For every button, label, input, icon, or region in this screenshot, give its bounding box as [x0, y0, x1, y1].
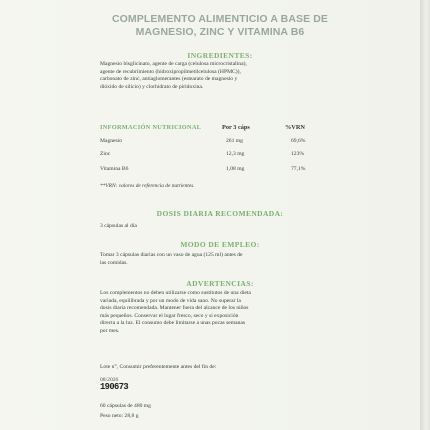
modo-text [100, 252, 332, 267]
nutrition-vrn-header: %VRN [285, 124, 305, 131]
batch-date-code: 08/2026 [100, 377, 119, 383]
nutrient-vrn: 69,6% [291, 138, 306, 144]
dosis-heading: DOSIS DIARIA RECOMENDADA: [156, 209, 284, 218]
dosis-text: 3 cápsulas al día [100, 223, 137, 229]
nutrient-amount: 261 mg [226, 138, 243, 144]
nutrient-name: Vitamina B6 [100, 166, 129, 172]
vrn-footnote: **VRN: valores de referencia de nutrientes. [100, 183, 195, 189]
nutrient-vrn: 123% [291, 151, 305, 157]
nutrient-vrn: 77,1% [291, 166, 306, 172]
advertencias-heading: ADVERTENCIAS: [186, 279, 254, 288]
nutrient-name: Magnesio [100, 138, 123, 144]
lote-text: Lote n°, Consumir preferentemente antes del fin de: [100, 364, 217, 370]
table-row [100, 151, 332, 159]
nutrient-amount: 1,08 mg [226, 166, 245, 172]
advertencias-line-1: Los complementos no deben utilizarse como sustitutos de una dieta [100, 290, 251, 296]
capsules-count: 60 cápsulas de 480 mg [100, 403, 151, 409]
modo-line-2: las comidas. [100, 259, 128, 266]
table-row [100, 166, 332, 174]
advertencias-line-2: variada, equilibrada y por un modo de vida sano. No superar la [100, 297, 241, 304]
nutrition-heading: INFORMACIÓN NUTRICIONAL [100, 124, 202, 131]
title-line-1: COMPLEMENTO ALIMENTICIO A BASE DE [111, 13, 329, 25]
batch-lot-code: 190673 [100, 382, 129, 392]
net-weight: Peso neto: 28,8 g [100, 413, 139, 419]
advertencias-line-5: directa a la luz. El consumo debe limitarse a unas pocas semanas [100, 320, 246, 326]
advertencias-text [100, 290, 332, 335]
ingredients-line-1: Magnesio bisglicinato, agente de carga (celulosa microcristalina), [100, 61, 247, 67]
title-line-2: MAGNESIO, ZINC Y VITAMINA B6 [135, 26, 305, 38]
nutrient-name: Zinc [100, 151, 111, 157]
label-edge-shadow [420, 0, 430, 430]
nutrition-per-caps-header: Por 3 cáps [222, 124, 250, 131]
advertencias-line-4: más pequeños. Conservar el lugar fresco, seco y si exposición [100, 312, 239, 319]
modo-heading: MODO DE EMPLEO: [180, 240, 260, 249]
modo-line-1: Tomar 3 cápsulas diarias con un vaso de agua (125 ml) antes de [100, 252, 243, 258]
table-row [100, 138, 332, 146]
advertencias-line-6: por mes. [100, 327, 120, 334]
product-title [92, 13, 348, 39]
nutrient-amount: 12,3 mg [226, 151, 245, 157]
ingredients-line-2: agente de recubrimiento (hidroxipropilmetilcelulosa (HPMC)), [100, 68, 241, 75]
ingredients-heading: INGREDIENTES: [187, 51, 253, 60]
nutrition-header [100, 124, 332, 134]
ingredients-line-3: carbonato de zinc, antiaglomerantes (estearato de magnesio y [100, 76, 238, 82]
ingredients-line-4: dióxido de silicio) y clorhidrato de piridoxina. [100, 83, 204, 90]
ingredients-text [100, 61, 332, 91]
advertencias-line-3: dosis diaria recomendada. Mantener fuera del alcance de los niños [100, 305, 249, 311]
